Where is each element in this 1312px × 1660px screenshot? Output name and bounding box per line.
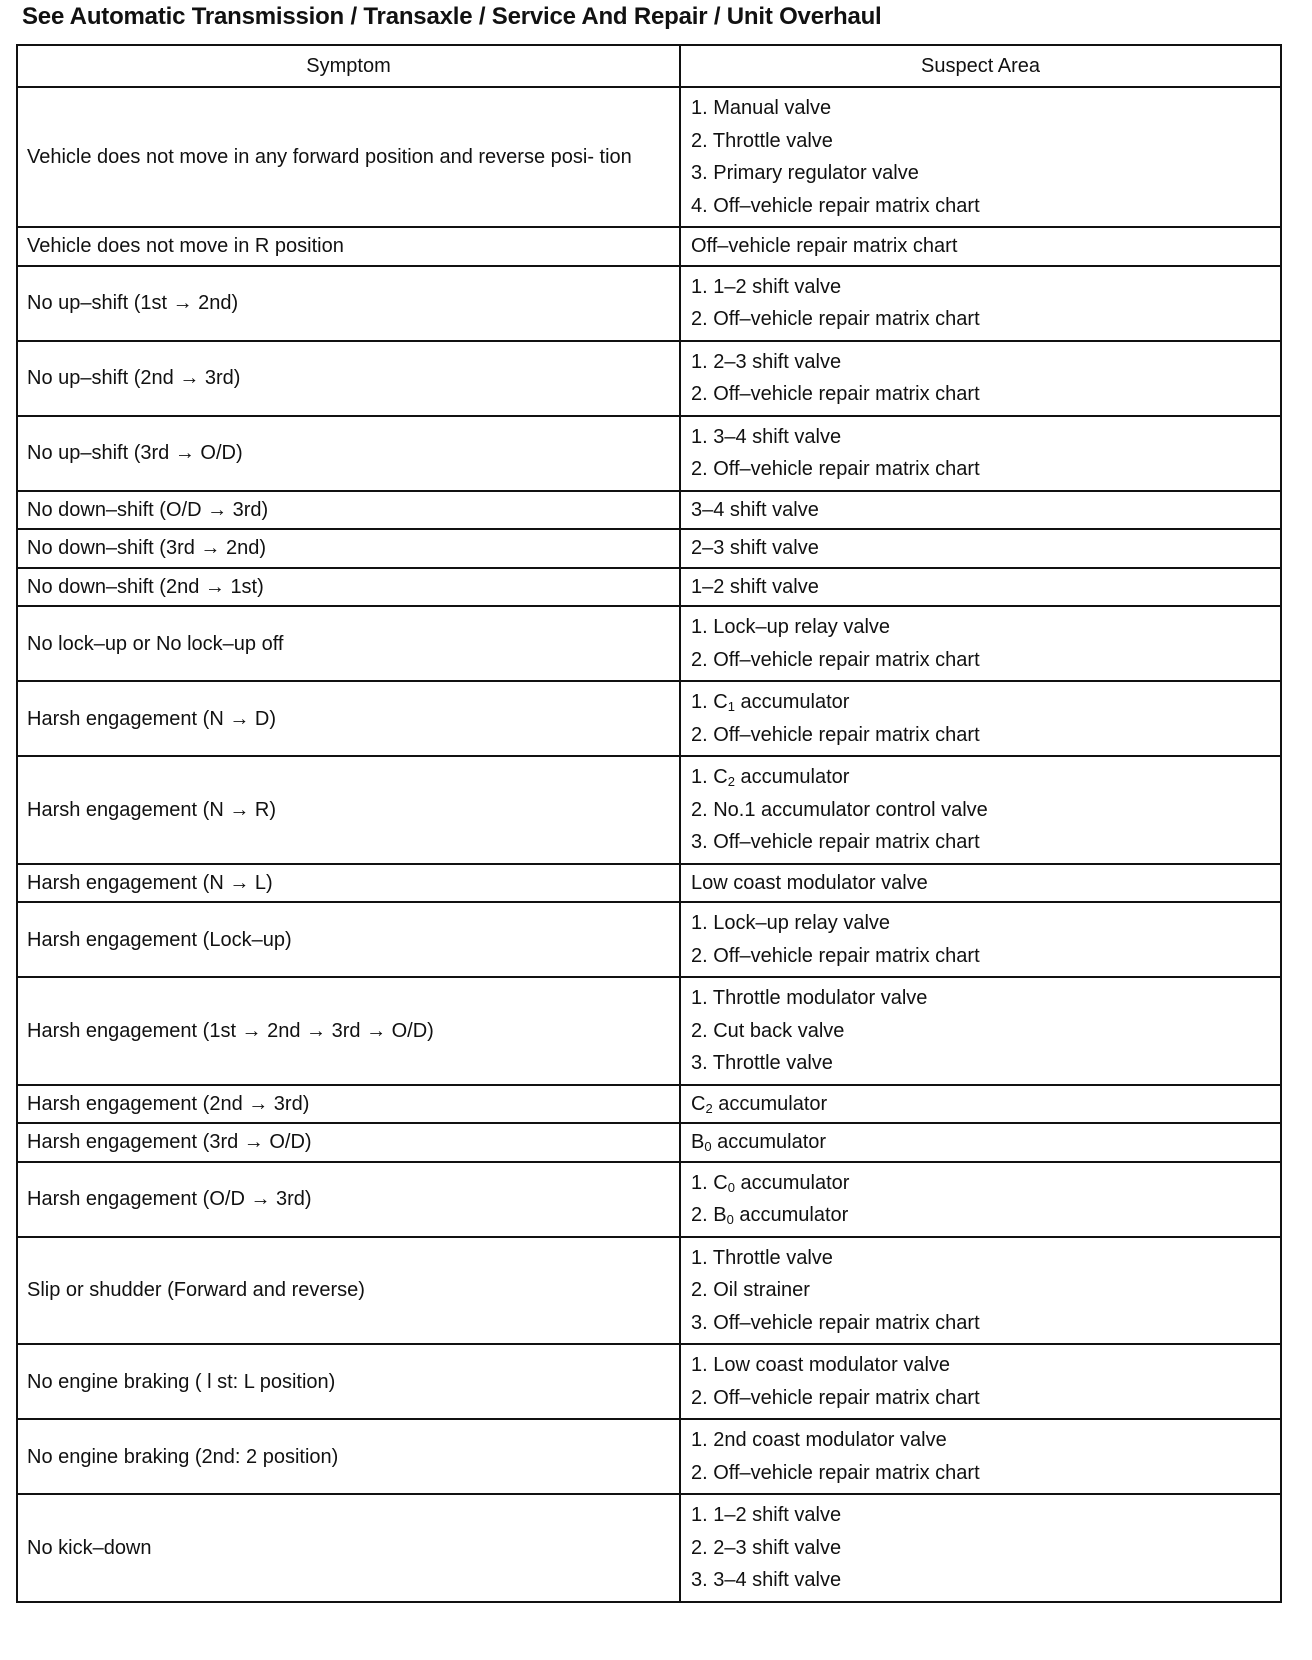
suspect-item xyxy=(691,346,1280,379)
suspect-item-text: 2. Off–vehicle repair matrix chart xyxy=(691,723,980,746)
suspect-area-cell xyxy=(680,568,1281,607)
suspect-item-text: 3. Off–vehicle repair matrix chart xyxy=(691,1311,980,1334)
suspect-area-cell xyxy=(680,341,1281,416)
suspect-item xyxy=(691,1167,1280,1200)
suspect-item xyxy=(691,125,1280,158)
suspect-item xyxy=(691,230,1280,263)
suspect-area-cell xyxy=(680,1123,1281,1162)
symptom-cell: Harsh engagement (N → R) xyxy=(17,756,680,864)
suspect-item-text: 3–4 shift valve xyxy=(691,498,819,521)
suspect-item xyxy=(691,303,1280,336)
suspect-item xyxy=(691,794,1280,827)
symptom-table xyxy=(16,44,1282,1603)
symptom-cell: No kick–down xyxy=(17,1494,680,1602)
suspect-item-text: accumulator xyxy=(734,766,850,788)
suspect-area-cell xyxy=(680,1237,1281,1345)
suspect-item-text: 2. Off–vehicle repair matrix chart xyxy=(691,648,980,671)
suspect-item xyxy=(691,190,1280,223)
table-row xyxy=(17,568,1281,607)
symptom-cell: Harsh engagement (3rd → O/D) xyxy=(17,1123,680,1162)
table-row xyxy=(17,1085,1281,1124)
suspect-area-column-header: Suspect Area xyxy=(680,45,1281,87)
table-row xyxy=(17,1162,1281,1237)
suspect-item-text: accumulator xyxy=(734,691,850,713)
suspect-item xyxy=(691,92,1280,125)
symptom-cell: No up–shift (1st → 2nd) xyxy=(17,266,680,341)
suspect-item xyxy=(691,1307,1280,1340)
table-row xyxy=(17,606,1281,681)
table-row xyxy=(17,1419,1281,1494)
suspect-item xyxy=(691,940,1280,973)
symptom-cell: Slip or shudder (Forward and reverse) xyxy=(17,1237,680,1345)
suspect-item-text: 1. 2nd coast modulator valve xyxy=(691,1429,947,1451)
suspect-item-text: 1. Low coast modulator valve xyxy=(691,1354,951,1376)
suspect-item-text: 1–2 shift valve xyxy=(691,575,819,598)
table-row xyxy=(17,977,1281,1085)
suspect-item-text: 1. Lock–up relay valve xyxy=(691,616,891,638)
suspect-item xyxy=(691,1088,1280,1121)
suspect-item-text: 1. Throttle valve xyxy=(691,1246,833,1269)
suspect-item-text: 2. Off–vehicle repair matrix chart xyxy=(691,1386,980,1409)
suspect-item xyxy=(691,686,1280,719)
symptom-cell: No up–shift (3rd → O/D) xyxy=(17,416,680,491)
symptom-cell: No up–shift (2nd → 3rd) xyxy=(17,341,680,416)
suspect-item-prefix: 1. C xyxy=(691,691,728,713)
symptom-cell: No down–shift (3rd → 2nd) xyxy=(17,529,680,568)
subscript-index: 0 xyxy=(704,1139,712,1154)
suspect-item-text: Off–vehicle repair matrix chart xyxy=(691,235,958,257)
suspect-item-text: 2. Off–vehicle repair matrix chart xyxy=(691,1461,980,1484)
suspect-item xyxy=(691,982,1280,1015)
suspect-item-text: 2. Throttle valve xyxy=(691,129,833,152)
subscript-index: 0 xyxy=(726,1212,734,1227)
symptom-cell: Harsh engagement (1st → 2nd → 3rd → O/D) xyxy=(17,977,680,1085)
table-row xyxy=(17,1494,1281,1602)
suspect-area-cell xyxy=(680,1085,1281,1124)
suspect-item-text: 2. 2–3 shift valve xyxy=(691,1536,842,1559)
table-row xyxy=(17,529,1281,568)
suspect-item-text: 1. Lock–up relay valve xyxy=(691,912,891,934)
suspect-item xyxy=(691,1564,1280,1597)
suspect-item xyxy=(691,1499,1280,1532)
suspect-area-cell xyxy=(680,266,1281,341)
suspect-item-text: 2. Off–vehicle repair matrix chart xyxy=(691,458,980,480)
table-row xyxy=(17,416,1281,491)
suspect-area-cell xyxy=(680,756,1281,864)
suspect-item-text: 3. 3–4 shift valve xyxy=(691,1569,842,1591)
table-row xyxy=(17,681,1281,756)
suspect-item-prefix: 2. B xyxy=(691,1204,727,1226)
suspect-item-prefix: 1. C xyxy=(691,766,728,788)
table-row xyxy=(17,864,1281,903)
suspect-item xyxy=(691,1126,1280,1159)
suspect-item xyxy=(691,378,1280,411)
suspect-item xyxy=(691,907,1280,940)
suspect-item xyxy=(691,532,1280,565)
suspect-item xyxy=(691,571,1280,604)
table-row xyxy=(17,87,1281,227)
suspect-item-text: 2. Off–vehicle repair matrix chart xyxy=(691,308,980,330)
suspect-item-text: 1. 2–3 shift valve xyxy=(691,350,842,373)
table-row xyxy=(17,1237,1281,1345)
suspect-item xyxy=(691,826,1280,859)
suspect-item xyxy=(691,719,1280,752)
table-row xyxy=(17,756,1281,864)
suspect-area-cell xyxy=(680,87,1281,227)
suspect-item-prefix: B xyxy=(691,1131,705,1153)
symptom-cell: No engine braking ( l st: L position) xyxy=(17,1344,680,1419)
suspect-area-cell xyxy=(680,529,1281,568)
symptom-cell: No lock–up or No lock–up off xyxy=(17,606,680,681)
suspect-item-text: Low coast modulator valve xyxy=(691,871,928,894)
suspect-item-text: 1. Throttle modulator valve xyxy=(691,987,928,1009)
suspect-item xyxy=(691,644,1280,677)
suspect-area-cell xyxy=(680,416,1281,491)
suspect-item xyxy=(691,1242,1280,1275)
symptom-cell: No down–shift (2nd → 1st) xyxy=(17,568,680,607)
symptom-cell: Harsh engagement (Lock–up) xyxy=(17,902,680,977)
suspect-item-text: 3. Primary regulator valve xyxy=(691,162,919,184)
table-row xyxy=(17,227,1281,266)
suspect-item xyxy=(691,867,1280,900)
suspect-area-cell xyxy=(680,1419,1281,1494)
suspect-item xyxy=(691,421,1280,454)
subscript-index: 2 xyxy=(727,774,735,789)
suspect-item-text: 2. Cut back valve xyxy=(691,1019,845,1042)
suspect-area-cell xyxy=(680,1344,1281,1419)
table-body xyxy=(17,87,1281,1602)
suspect-item xyxy=(691,1349,1280,1382)
suspect-item xyxy=(691,494,1280,527)
suspect-item-text: accumulator xyxy=(733,1204,849,1226)
suspect-item-text: 2. Off–vehicle repair matrix chart xyxy=(691,944,980,967)
suspect-item xyxy=(691,761,1280,794)
suspect-item xyxy=(691,1532,1280,1565)
suspect-area-cell xyxy=(680,1162,1281,1237)
suspect-area-cell xyxy=(680,227,1281,266)
symptom-column-header: Symptom xyxy=(17,45,680,87)
table-row xyxy=(17,491,1281,530)
symptom-cell: Vehicle does not move in R position xyxy=(17,227,680,266)
table-row xyxy=(17,341,1281,416)
suspect-item xyxy=(691,1047,1280,1080)
suspect-item xyxy=(691,157,1280,190)
symptom-cell: Harsh engagement (2nd → 3rd) xyxy=(17,1085,680,1124)
suspect-item xyxy=(691,1457,1280,1490)
suspect-item-text: 4. Off–vehicle repair matrix chart xyxy=(691,194,980,217)
subscript-index: 0 xyxy=(727,1179,735,1195)
suspect-item-text: accumulator xyxy=(734,1171,850,1194)
suspect-area-cell xyxy=(680,1494,1281,1602)
suspect-item-text: 3. Throttle valve xyxy=(691,1052,833,1074)
suspect-area-cell xyxy=(680,864,1281,903)
suspect-area-cell xyxy=(680,902,1281,977)
suspect-item-text: 2. Off–vehicle repair matrix chart xyxy=(691,383,980,405)
suspect-item-text: 2–3 shift valve xyxy=(691,537,819,559)
table-row xyxy=(17,902,1281,977)
suspect-item xyxy=(691,1382,1280,1415)
suspect-area-cell xyxy=(680,606,1281,681)
suspect-item xyxy=(691,271,1280,304)
symptom-cell: No engine braking (2nd: 2 position) xyxy=(17,1419,680,1494)
suspect-item-text: 1. Manual valve xyxy=(691,97,832,119)
page-title: See Automatic Transmission / Transaxle / Service And Repair / Unit Overhaul xyxy=(22,3,882,30)
suspect-item-prefix: 1. C xyxy=(691,1171,728,1194)
suspect-item-text: 3. Off–vehicle repair matrix chart xyxy=(691,831,980,853)
table-row xyxy=(17,1344,1281,1419)
symptom-cell: Harsh engagement (N → L) xyxy=(17,864,680,903)
suspect-item-text: 1. 1–2 shift valve xyxy=(691,275,842,298)
suspect-item xyxy=(691,1424,1280,1457)
symptom-cell: Harsh engagement (O/D → 3rd) xyxy=(17,1162,680,1237)
suspect-item-prefix: C xyxy=(691,1092,706,1115)
table-header xyxy=(17,45,1281,87)
suspect-item xyxy=(691,1015,1280,1048)
suspect-item-text: 2. No.1 accumulator control valve xyxy=(691,798,988,821)
suspect-area-cell xyxy=(680,977,1281,1085)
header-row xyxy=(17,45,1281,87)
suspect-item-text: 1. 3–4 shift valve xyxy=(691,425,842,448)
table-row xyxy=(17,266,1281,341)
suspect-item xyxy=(691,1274,1280,1307)
suspect-item xyxy=(691,453,1280,486)
subscript-index: 1 xyxy=(727,699,735,714)
symptom-cell: No down–shift (O/D → 3rd) xyxy=(17,491,680,530)
subscript-index: 2 xyxy=(705,1100,713,1116)
suspect-item-text: accumulator xyxy=(712,1092,828,1115)
suspect-area-cell xyxy=(680,681,1281,756)
suspect-item-text: accumulator xyxy=(711,1131,827,1153)
table-row xyxy=(17,1123,1281,1162)
suspect-item-text: 1. 1–2 shift valve xyxy=(691,1504,842,1526)
suspect-area-cell xyxy=(680,491,1281,530)
suspect-item-text: 2. Oil strainer xyxy=(691,1279,810,1301)
suspect-item xyxy=(691,1199,1280,1232)
symptom-cell: Vehicle does not move in any forward position and reverse posi- tion xyxy=(17,87,680,227)
suspect-item xyxy=(691,611,1280,644)
symptom-cell: Harsh engagement (N → D) xyxy=(17,681,680,756)
